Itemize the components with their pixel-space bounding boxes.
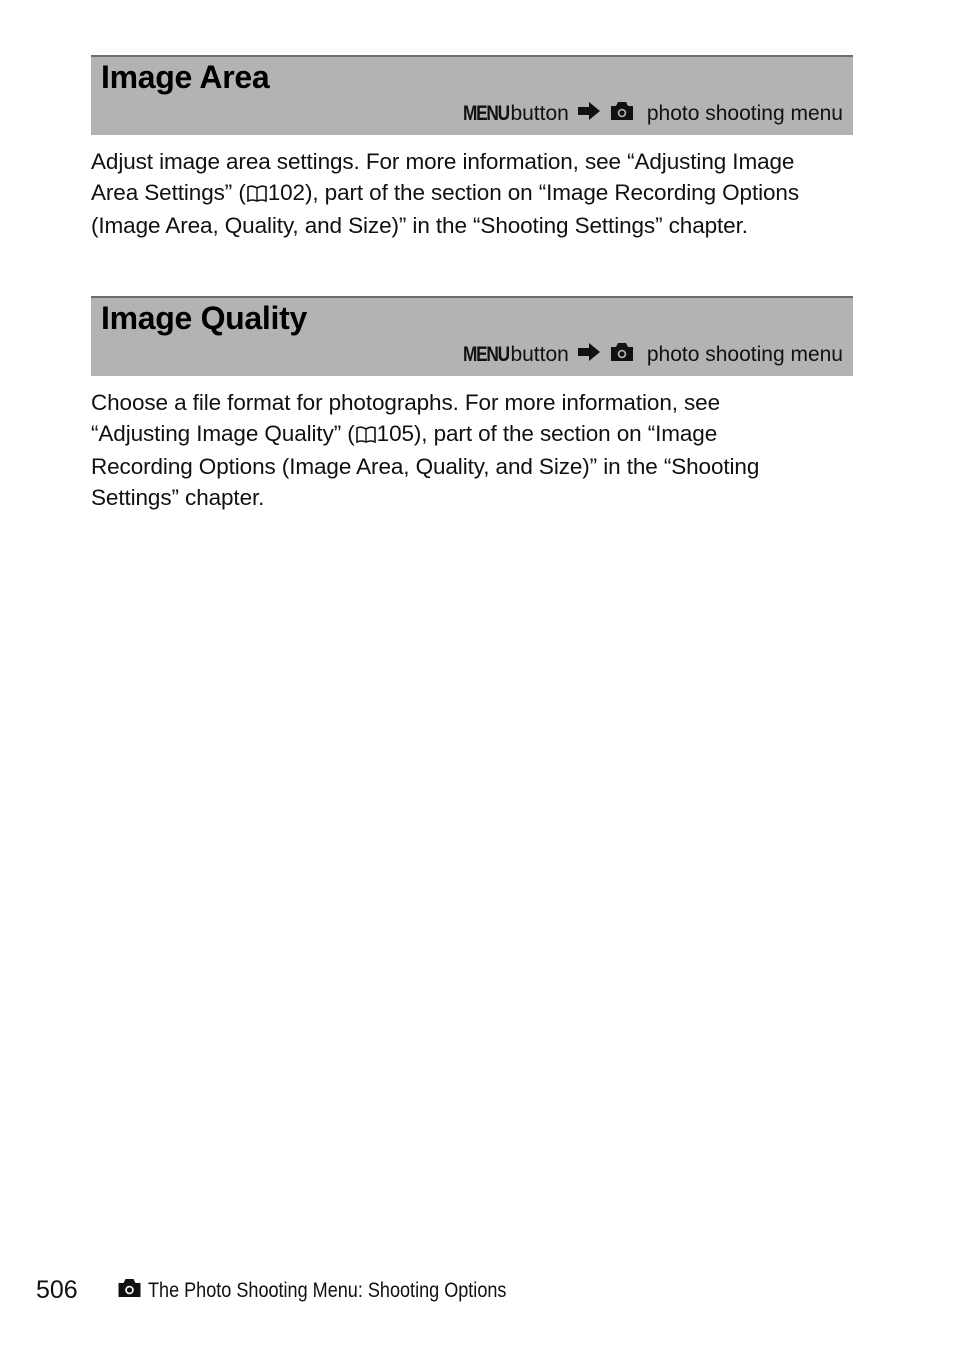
page-reference[interactable]: 102 [267, 180, 305, 205]
body-text-fragment: ), part of the section on “Image Recording Options [304, 180, 799, 205]
body-line: Settings” chapter. [91, 485, 265, 510]
menu-label: MENU [462, 102, 509, 125]
section-body-image-quality [91, 387, 861, 513]
menu-destination: photo shooting menu [646, 102, 843, 125]
section-title: Image Area [101, 59, 270, 95]
section-header-image-quality [91, 296, 853, 376]
chapter-title: The Photo Shooting Menu: Shooting Options [147, 1278, 507, 1302]
button-label: button [510, 102, 569, 125]
body-line: (Image Area, Quality, and Size)” in the “Shooting Settings” chapter. [91, 213, 748, 238]
body-text-fragment: “Adjusting Image Quality” ( [91, 421, 355, 446]
arrow-right-icon [577, 342, 601, 368]
body-line: Recording Options (Image Area, Quality, and Size)” in the “Shooting [91, 454, 760, 479]
page-number: 506 [36, 1276, 78, 1304]
section-header-image-area [91, 55, 853, 135]
page-reference[interactable]: 105 [376, 421, 414, 446]
arrow-right-icon [577, 101, 601, 127]
body-line: Adjust image area settings. For more information, see “Adjusting Image [91, 149, 795, 174]
menu-destination: photo shooting menu [646, 343, 843, 366]
camera-icon [116, 1278, 143, 1303]
body-text-fragment: Area Settings” ( [91, 180, 246, 205]
body-text-fragment: ), part of the section on “Image [413, 421, 718, 446]
menu-path [453, 101, 843, 127]
book-icon [356, 420, 376, 451]
section-body-image-area [91, 146, 861, 241]
menu-label: MENU [462, 343, 509, 366]
body-line [91, 177, 861, 210]
section-title: Image Quality [101, 300, 307, 336]
book-icon [247, 179, 267, 210]
menu-path [453, 342, 843, 368]
body-line: Choose a file format for photographs. For more information, see [91, 390, 721, 415]
button-label: button [510, 343, 569, 366]
camera-icon [609, 101, 635, 127]
body-line [91, 418, 861, 451]
camera-icon [609, 342, 635, 368]
page-footer [36, 1276, 565, 1305]
